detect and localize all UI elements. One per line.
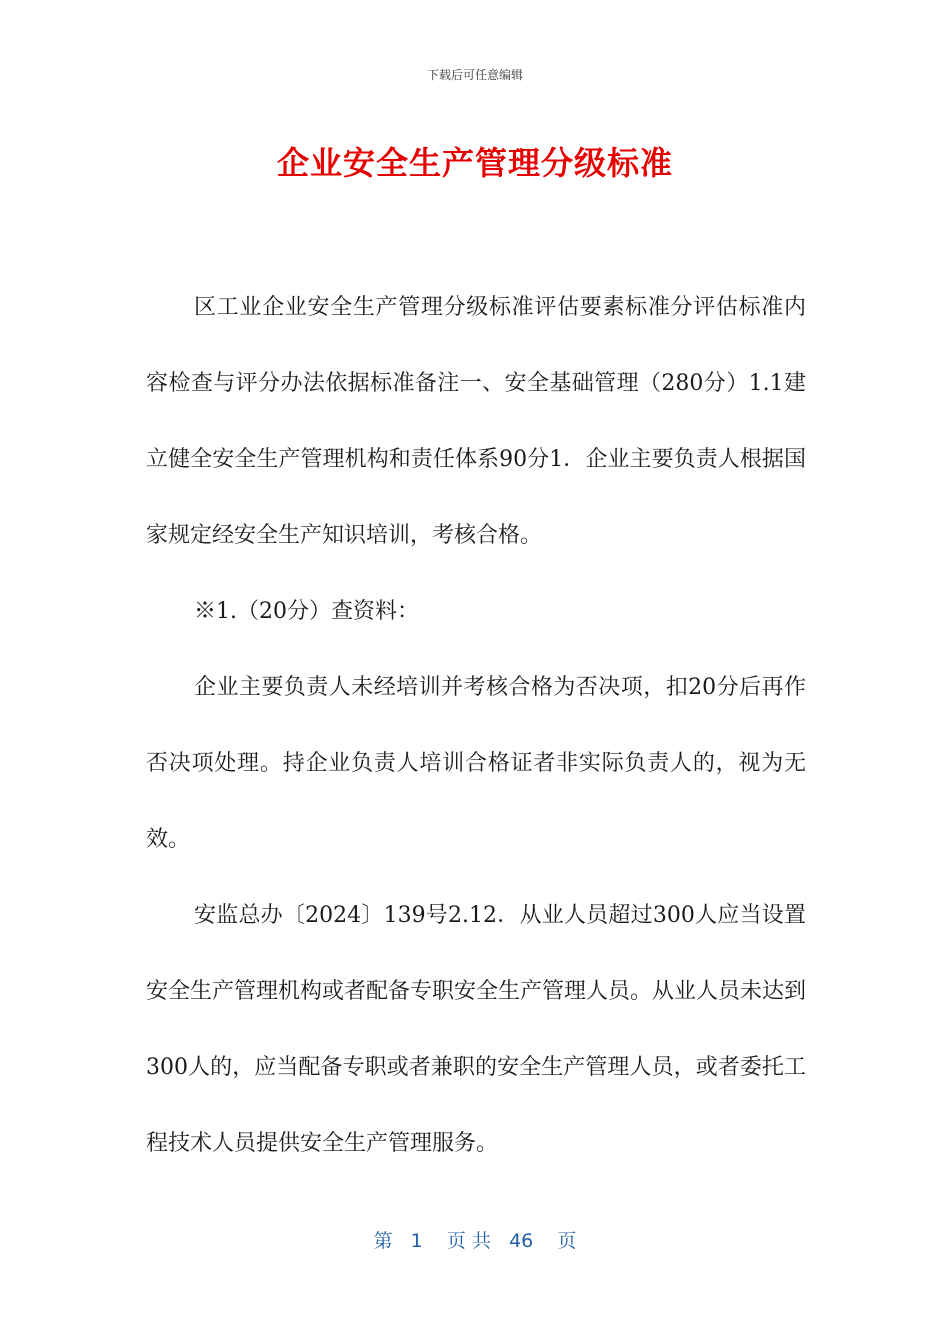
paragraph-3: 企业主要负责人未经培训并考核合格为否决项，扣20分后再作否决项处理。持企业负责人培训合格证者非实际负责人的，视为无效。 (146, 675, 806, 852)
paragraph-1: 区工业企业安全生产管理分级标准评估要素标准分评估标准内容检查与评分办法依据标准备注一、安全基础管理（280分）1.1建立健全安全生产管理机构和责任体系90分1．企业主要负责人根据国家规定经安全生产知识培训，考核合格。 (146, 295, 806, 548)
header-note: 下载后可任意编辑 (426, 68, 523, 82)
paragraph-4: 安监总办〔2024〕139号2.12．从业人员超过300人应当设置安全生产管理机构或者配备专职安全生产管理人员。从业人员未达到300人的，应当配备专职或者兼职的安全生产管理人员，或者委托工程技术人员提供安全生产管理服务。 (146, 903, 807, 1156)
document-title: 企业安全生产管理分级标准 (276, 144, 673, 182)
document-body (146, 270, 806, 1182)
paragraph-2: ※1.（20分）查资料： (194, 599, 419, 624)
page-number-footer: 第 1 页 共 46 页 (373, 1230, 577, 1252)
